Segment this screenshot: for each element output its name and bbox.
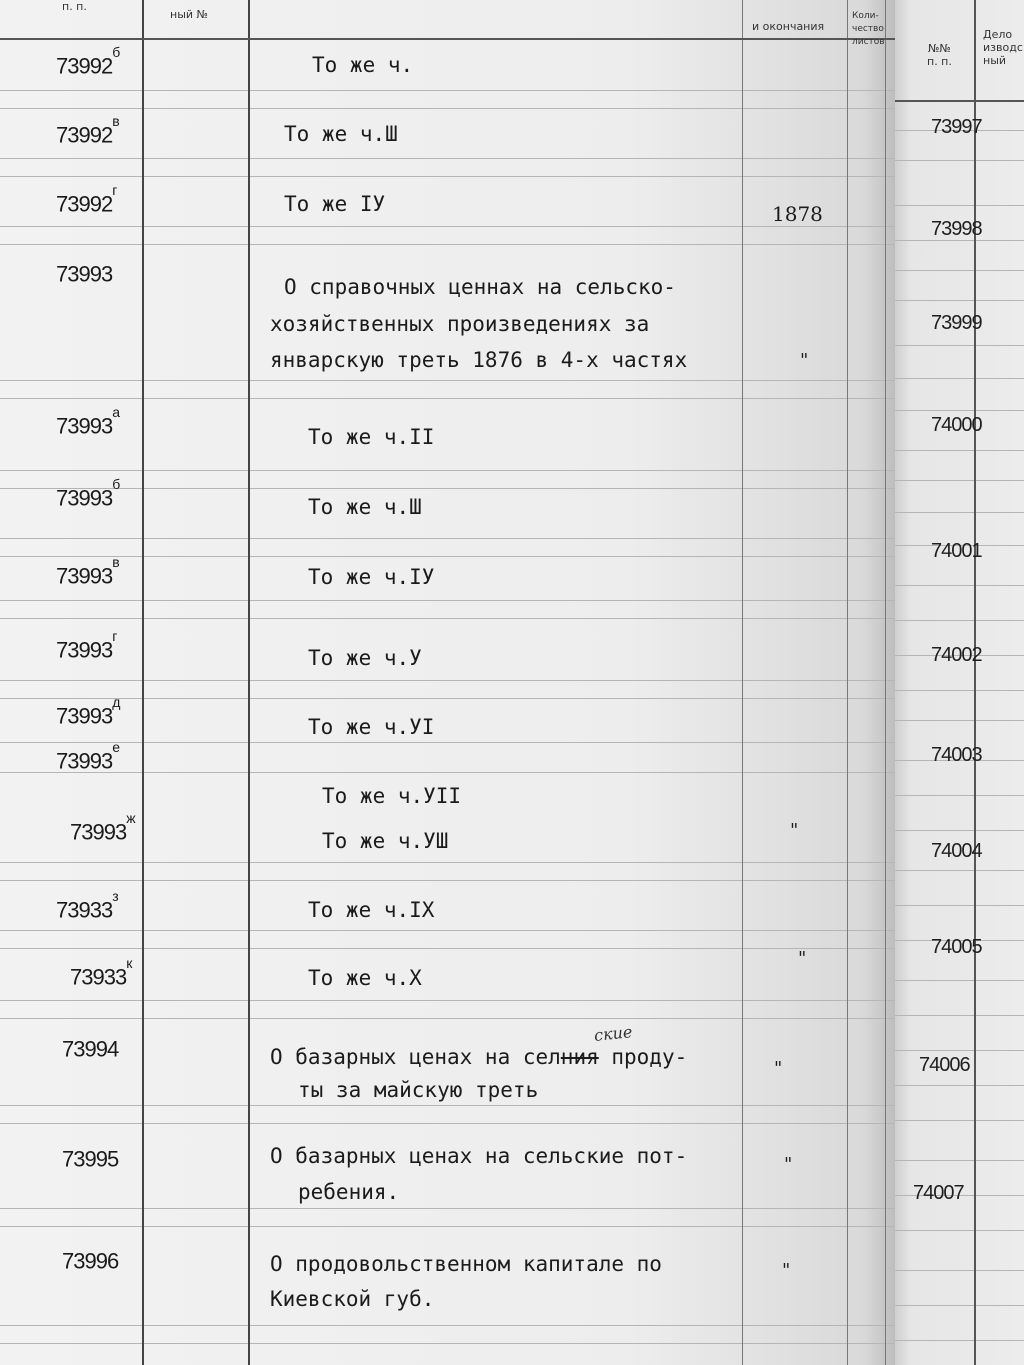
right-header-col-num: №№ п. п. — [927, 42, 952, 68]
item-number: $73993^а$ — [56, 404, 120, 439]
item-title: То же ч.IУ — [308, 565, 435, 589]
item-number: $73992^б$ — [56, 44, 121, 79]
right-item-number: 73997 — [931, 116, 982, 138]
item-number: $73993^г$ — [56, 628, 118, 663]
ruling-line — [0, 244, 900, 245]
ruling-line — [0, 556, 900, 557]
ditto-mark: " — [800, 350, 809, 371]
item-number: $73992^в$ — [56, 113, 120, 148]
ruling-line — [0, 226, 900, 227]
item-title: То же ч.Ш — [308, 495, 422, 519]
ruling-line — [0, 742, 900, 743]
ruling-line — [895, 795, 1024, 796]
ditto-mark: " — [798, 948, 807, 969]
item-title: ребения. — [298, 1180, 400, 1204]
column-divider — [974, 0, 976, 1365]
right-item-number: 74001 — [931, 540, 982, 562]
right-item-number: 74006 — [919, 1054, 970, 1076]
item-number: $73993^б$ — [56, 476, 121, 511]
item-number: 73993 — [56, 261, 113, 287]
ruling-line — [0, 618, 900, 619]
ruling-line — [0, 1018, 900, 1019]
item-number: $73993^д$ — [56, 694, 121, 729]
ruling-line — [895, 410, 1024, 411]
item-title: январскую треть 1876 в 4-х частях — [270, 348, 688, 372]
ruling-line — [0, 1208, 900, 1209]
ditto-mark: " — [784, 1154, 793, 1175]
item-date: 1878 — [772, 202, 823, 226]
ruling-line — [895, 720, 1024, 721]
ruling-line — [0, 158, 900, 159]
column-divider — [885, 0, 886, 1365]
ruling-line — [895, 585, 1024, 586]
right-item-number: 74005 — [931, 936, 982, 958]
item-title: То же ч.УШ — [322, 829, 449, 853]
item-number: $73993^е$ — [56, 739, 120, 774]
ruling-line — [0, 880, 900, 881]
item-number: $73992^г$ — [56, 182, 118, 217]
header-col-sheets: Коли- чество листов — [852, 11, 885, 47]
ruling-line — [0, 1000, 900, 1001]
ruling-line — [0, 90, 900, 91]
item-title: То же ч.УI — [308, 715, 435, 739]
right-item-number: 74003 — [931, 744, 982, 766]
right-item-number: 73998 — [931, 218, 982, 240]
ruling-line — [0, 1343, 900, 1344]
item-title: То же ч.IX — [308, 898, 435, 922]
column-divider — [847, 0, 848, 1365]
item-title: О справочных ценнах на сельско- — [284, 275, 676, 299]
ruling-line — [895, 620, 1024, 621]
right-item-number: 74007 — [913, 1182, 964, 1204]
header-col-dates: и окончания — [752, 20, 825, 33]
item-title: То же ч. — [312, 53, 414, 77]
header-col-num: п. п. — [62, 0, 87, 13]
ruling-line — [895, 205, 1024, 206]
item-title: То же IУ — [284, 192, 386, 216]
ditto-mark: " — [790, 820, 799, 841]
right-item-number: 74004 — [931, 840, 982, 862]
ruling-line — [0, 680, 900, 681]
ruling-line — [895, 480, 1024, 481]
item-title: Киевской губ. — [270, 1287, 435, 1311]
ruling-line — [0, 930, 900, 931]
item-number: $73933^з$ — [56, 888, 119, 923]
ruling-line — [895, 160, 1024, 161]
header-col-file: ный № — [170, 8, 208, 21]
item-number: $73933^к$ — [70, 955, 133, 990]
item-title: То же ч.У — [308, 646, 422, 670]
ruling-line — [0, 1123, 900, 1124]
item-title: ты за майскую треть — [298, 1078, 539, 1102]
item-title: О продовольственном капитале по — [270, 1252, 662, 1276]
item-title: То же ч.II — [308, 425, 435, 449]
ruling-line — [895, 300, 1024, 301]
ruling-line — [0, 948, 900, 949]
ditto-mark: " — [774, 1058, 783, 1079]
item-number: 73994 — [62, 1036, 119, 1062]
ruling-line — [895, 1230, 1024, 1231]
ruling-line — [895, 512, 1024, 513]
right-page — [895, 0, 1024, 1365]
ruling-line — [895, 870, 1024, 871]
ruling-line — [0, 108, 900, 109]
struck-text: ния — [560, 1045, 599, 1069]
ruling-line — [895, 980, 1024, 981]
right-item-number: 74002 — [931, 644, 982, 666]
ruling-line — [895, 270, 1024, 271]
ruling-line — [895, 378, 1024, 379]
ditto-mark: " — [782, 1260, 791, 1281]
item-title: То же ч.Ш — [284, 122, 398, 146]
ruling-line — [0, 470, 900, 471]
right-item-number: 74000 — [931, 414, 982, 436]
item-number: $73993^в$ — [56, 554, 120, 589]
ruling-line — [0, 176, 900, 177]
ruling-line — [0, 1325, 900, 1326]
ruling-line — [0, 538, 900, 539]
ruling-line — [0, 1226, 900, 1227]
item-number: $73993^ж$ — [70, 810, 136, 845]
item-title: То же ч.X — [308, 966, 422, 990]
item-title: То же ч.УII — [322, 784, 462, 808]
ruling-line — [895, 1120, 1024, 1121]
ruling-line — [0, 698, 900, 699]
ruling-line — [0, 862, 900, 863]
ruling-line — [895, 1270, 1024, 1271]
column-divider — [248, 0, 250, 1365]
header-rule — [895, 100, 1024, 102]
ruling-line — [895, 690, 1024, 691]
ruling-line — [895, 1085, 1024, 1086]
ruling-line — [895, 450, 1024, 451]
ruling-line — [895, 830, 1024, 831]
item-title: хозяйственных произведениях за — [270, 312, 650, 336]
ruling-line — [895, 1160, 1024, 1161]
ruling-line — [895, 1050, 1024, 1051]
ruling-line — [0, 600, 900, 601]
right-item-number: 73999 — [931, 312, 982, 334]
ruling-line — [895, 345, 1024, 346]
column-divider — [742, 0, 743, 1365]
ruling-line — [895, 1015, 1024, 1016]
handwritten-correction: ские — [593, 1022, 634, 1045]
item-title: О базарных ценах на сельские пот- — [270, 1144, 688, 1168]
item-title: О базарных ценах на селния проду- — [270, 1045, 688, 1069]
ruling-line — [0, 398, 900, 399]
item-number: 73996 — [62, 1248, 119, 1274]
header-rule — [0, 38, 900, 40]
ruling-line — [895, 905, 1024, 906]
item-number: 73995 — [62, 1146, 119, 1172]
ruling-line — [0, 380, 900, 381]
right-header-col-file: Дело изводс ный — [983, 28, 1023, 67]
ruling-line — [895, 1305, 1024, 1306]
ruling-line — [895, 1340, 1024, 1341]
